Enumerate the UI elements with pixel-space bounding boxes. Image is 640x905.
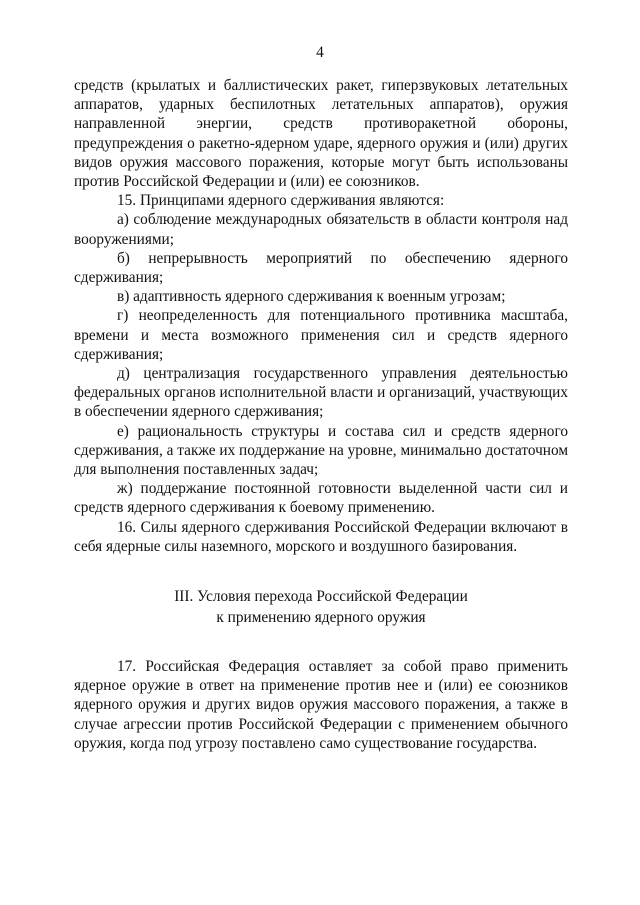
document-body [74, 76, 568, 753]
paragraph-item-15: 15. Принципами ядерного сдерживания являются: [117, 192, 445, 210]
list-item-15-g: г) неопределенность для потенциального противника масштаба, времени и места возможного применения сил и средств ядерного сдерживания; [74, 307, 568, 363]
list-item-15-zh: ж) поддержание постоянной готовности выделенной части сил и средств ядерного сдерживания к боевому применению. [74, 480, 568, 517]
section-heading-line-2: к применению ядерного оружия [216, 609, 426, 627]
paragraph-item-17: 17. Российская Федерация оставляет за собой право применить ядерное оружие в ответ на применение против нее и (или) ее союзников ядерного оружия и других видов оружия массового поражения, а также в случае агрессии против Российской Федерации с применением обычного оружия, когда под угрозу поставлено само существование государства. [74, 658, 568, 752]
page-number: 4 [316, 44, 324, 61]
section-heading [74, 586, 568, 628]
section-heading-line-1: III. Условия перехода Российской Федерации [174, 588, 468, 606]
paragraph-item-16: 16. Силы ядерного сдерживания Российской Федерации включают в себя ядерные силы наземного, морского и воздушного базирования. [74, 518, 568, 555]
list-item-15-d: д) централизация государственного управления деятельностью федеральных органов исполнительной власти и организаций, участвующих в обеспечении ядерного сдерживания; [74, 365, 568, 421]
list-item-15-b: б) непрерывность мероприятий по обеспечению ядерного сдерживания; [74, 249, 568, 287]
list-item-15-a: а) соблюдение международных обязательств в области контроля над вооружениями; [74, 211, 568, 248]
paragraph-continuation: средств (крылатых и баллистических ракет, гиперзвуковых летательных аппаратов, ударных беспилотных летательных аппаратов), оружия направленной энергии, средств противоракетной обороны, предупреждения о ракетно-ядерном ударе, ядерного оружия и (или) других видов оружия массового поражения, которые могут быть использованы против Российской Федерации и (или) ее союзников. [74, 77, 568, 191]
list-item-15-v: в) адаптивность ядерного сдерживания к военным угрозам; [117, 288, 506, 306]
list-item-15-e: е) рациональность структуры и состава сил и средств ядерного сдерживания, а также их поддержание на уровне, минимально достаточном для выполнения поставленных задач; [74, 422, 568, 479]
